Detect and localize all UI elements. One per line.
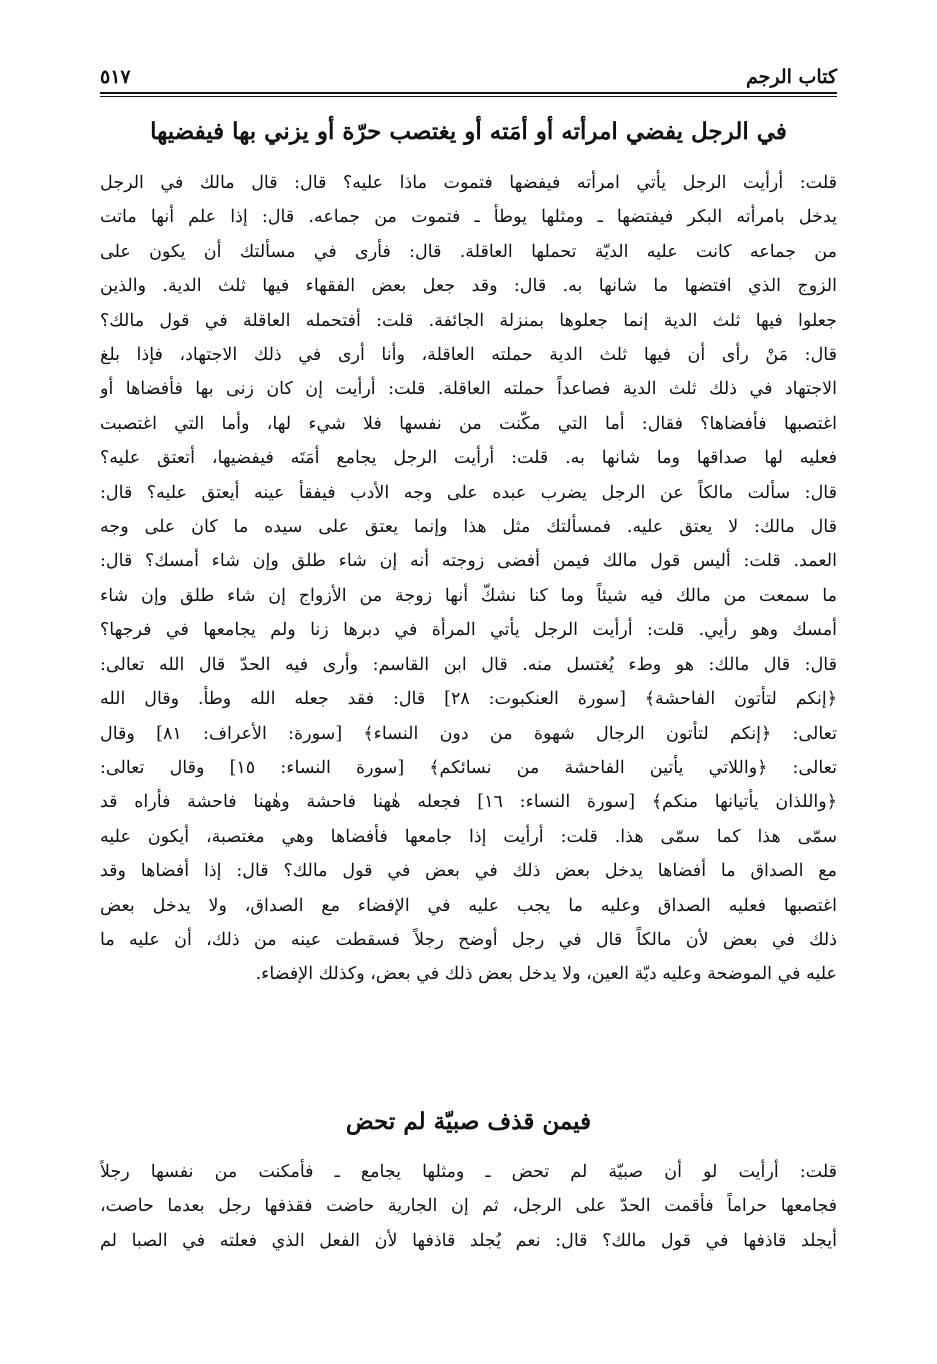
text-line: قال: سألت مالكاً عن الرجل يضرب عبده على وجه الأدب فيفقأ عينه أيعتق عليه؟ قال: [100, 482, 837, 503]
page-number: ٥١٧ [100, 66, 131, 88]
text-line: ما سمعت من مالك فيه شيئاً وما كنا نشكّ أنها زوجة من الأزواج إن شاء طلق وإن شاء [100, 585, 837, 606]
text-line: جعلوا فيها ثلث الدية إنما جعلوها بمنزلة الجائفة. قلت: أفتحمله العاقلة في قول مالك؟ [100, 310, 837, 331]
text-line: قال: مَنْ رأى أن فيها ثلث الدية حملته العاقلة، وأنا أرى في ذلك الاجتهاد، فإذا بلغ [100, 345, 837, 366]
text-line: ﴿إنكم لتأتون الفاحشة﴾ [سورة العنكبوت: ٢٨] قال: فقد جعله الله وطأ. وقال الله [100, 689, 837, 710]
text-line: تعالى: ﴿إنكم لتأتون الرجال شهوة من دون النساء﴾ [سورة: الأعراف: ٨١] وقال [100, 723, 837, 744]
text-line: يدخل بامرأته البكر فيفتضها ـ ومثلها يوطأ ـ فتموت من جماعه. قال: إذا علم أنها ماتت [100, 207, 837, 228]
text-line: الاجتهاد في ذلك ثلث الدية فصاعداً حملته العاقلة. قلت: أرأيت إن كان زنى بها فأفضاها أو [100, 379, 837, 400]
text-line: قلت: أرأيت لو أن صبيّة لم تحض ـ ومثلها يجامع ـ فأمكنت من نفسها رجلاً [100, 1162, 837, 1182]
text-line: أمسك وهو رأيي. قلت: أرأيت الرجل يأتي المرأة في دبرها زنا ولم يجامعها في فرجها؟ [100, 620, 837, 641]
text-line: أيجلد قاذفها في قول مالك؟ قال: نعم يُجلد قاذفها لأن الفعل الذي فعلته في الصبا لم [100, 1230, 837, 1251]
text-line: فجامعها حراماً فأقمت الحدّ على الرجل، ثم إن الجارية حاضت فقذفها رجل بعدما حاصت، [100, 1196, 837, 1217]
text-line: ذلك في بعض لأن مالكاً قال في رجل أوضح رجلاً فسقطت عينه من ذلك، أن عليه ما [100, 929, 837, 950]
text-line: سمّى هذا كما سمّى هذا. قلت: أرأيت إذا جامعها فأفضاها وهي مغتصبة، أيكون عليه [100, 826, 837, 847]
text-line: قال: قال مالك: هو وطء يُغتسل منه. قال ابن القاسم: وأرى فيه الحدّ قال الله تعالى: [100, 654, 837, 675]
text-line: قال مالك: لا يعتق عليه. فمسألتك مثل هذا وإنما يعتق على سيده ما كان على وجه [100, 517, 837, 538]
text-line: اغتصبها فأفضاها؟ فقال: أما التي مكّنت من نفسها فلا شيء لها، وأما التي اغتصبت [100, 413, 837, 434]
text-line: العمد. قلت: أليس قول مالك فيمن أفضى زوجته أنه إن شاء طلق وإن شاء أمسك؟ قال: [100, 551, 837, 572]
text-line: عليه في الموضحة وعليه ديّة العين، ولا يدخل بعض ذلك في بعض، وكذلك الإفضاء. [255, 964, 837, 985]
text-line: فعليه لها صداقها وما شانها به. قلت: أرأيت الرجل يجامع أمَتَه فيفضيها، أتعتق عليه؟ [100, 448, 837, 469]
running-head: كتاب الرجم [745, 66, 837, 88]
text-line: اغتصبها فعليه الصداق وعليه ما يجب عليه في الإفضاء مع الصداق، ولا يدخل بعض [100, 895, 837, 916]
section-title-1: في الرجل يفضي امرأته أو أمَته أو يغتصب حرّة أو يزني بها فيفضيها [150, 118, 787, 145]
section-body-2 [100, 1155, 837, 1258]
text-line: قلت: أرأيت الرجل يأتي امرأته فيفضها فتموت ماذا عليه؟ قال: قال مالك في الرجل [100, 173, 837, 193]
text-line: من جماعه كانت عليه الديّة تحملها العاقلة. قال: فأرى في مسألتك أن يكون على [100, 241, 837, 262]
section-title-2: فيمن قذف صبيّة لم تحض [345, 1108, 592, 1135]
text-line: ﴿واللذان يأتيانها منكم﴾ [سورة النساء: ١٦] فجعله هٰهنا فاحشة وهٰهنا فاحشة فأراه قد [100, 792, 837, 813]
page-header [100, 58, 837, 88]
text-line: مع الصداق ما أفضاها يدخل بعض ذلك في بعض في قول مالك؟ قال: إذا أفضاها وقد [100, 861, 837, 882]
text-line: الزوج الذي افتضها ما شانها به. قال: وقد جعل بعض الفقهاء فيها ثلث الدية. والذين [100, 276, 837, 297]
section-body-1 [100, 166, 837, 992]
header-rule [100, 92, 837, 97]
text-line: تعالى: ﴿واللاتي يأتين الفاحشة من نسائكم﴾ [سورة النساء: ١٥] وقال تعالى: [100, 757, 837, 778]
